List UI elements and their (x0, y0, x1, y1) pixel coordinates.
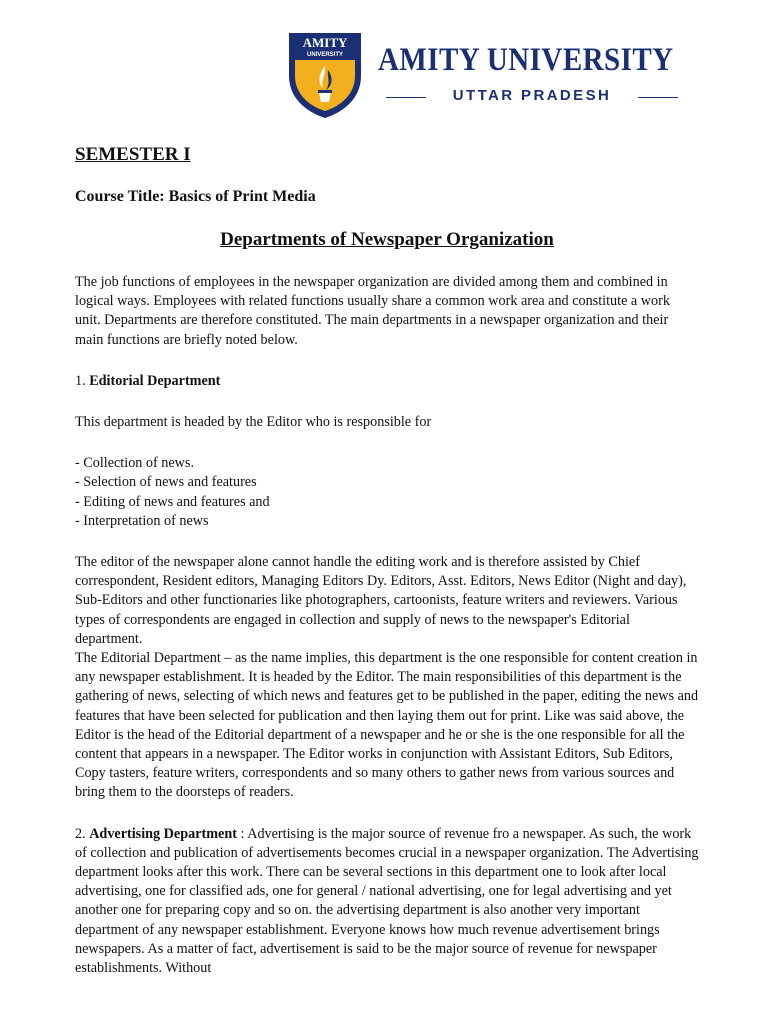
list-item: - Interpretation of news (75, 512, 209, 529)
editorial-section-heading (75, 372, 699, 391)
intro-paragraph: The job functions of employees in the newspaper organization are divided among them and combined in logical ways. Employees with related functions usually share a common work area and constitute a work unit. Departments are therefore constituted. The main departments in a newspaper organization and their main functions are briefly noted below. (75, 274, 670, 348)
list-item: - Selection of news and features (75, 474, 257, 491)
list-item: - Editing of news and features and (75, 493, 270, 510)
course-title: Course Title: Basics of Print Media (75, 188, 316, 205)
logo-text-bottom: UNIVERSITY (306, 52, 344, 58)
editorial-paragraph-1: The editor of the newspaper alone cannot handle the editing work and is therefore assisted by Chief correspondent, Resident editors, Managing Editors Dy. Editors, Asst. Editors, News Editor (Night and day), Sub-Editors and other functionaries like photographers, cartoonists, feature writers and reviewers. Various types of correspondents are engaged in collection and supply of news to the newspaper's Editorial department. (75, 554, 687, 647)
semester-heading: SEMESTER I (75, 144, 191, 165)
university-name: AMITY UNIVERSITY (378, 42, 674, 78)
divider-right (638, 97, 678, 98)
editorial-headed-by: This department is headed by the Editor who is responsible for (75, 414, 432, 431)
document-body (75, 144, 699, 978)
university-location-row (386, 86, 678, 108)
advertising-section (75, 825, 699, 979)
list-item: - Collection of news. (75, 455, 194, 472)
logo-text-top: AMITY (302, 35, 348, 50)
university-header (286, 30, 696, 122)
university-location: UTTAR PRADESH (452, 87, 612, 104)
advertising-text: : Advertising is the major source of revenue fro a newspaper. As such, the work of collection and publication of advertisements becomes crucial in a newspaper organization. The Advertising department looks after this work. There can be several sections in this department one to look after local advertising, one for classified ads, one for general / national advertising, one for legal advertising and yet another one for preparing copy and so on. the advertising department is also another very important department of any newspaper establishment. Everyone knows how much revenue advertisement brings newspapers. As a matter of fact, advertisement is said to be the major source of revenue for newspaper establishments. Without (75, 825, 699, 977)
divider-left (386, 97, 426, 98)
page-title: Departments of Newspaper Organization (220, 229, 554, 250)
section-title: Advertising Department (89, 825, 237, 842)
section-number: 1. (75, 372, 90, 389)
amity-shield-logo-icon (286, 30, 364, 120)
editorial-paragraph-2: The Editorial Department – as the name implies, this department is the one responsible for content creation in any newspaper establishment. It is headed by the Editor. The main responsibilities of this department is the gathering of news, selecting of which news and features get to be published in the paper, editing the news and features that have been selected for publication and then laying them out for print. Like was said above, the Editor is the head of the Editorial department of a newspaper and he or she is the one responsible for all the content that appears in a newspaper. The Editor works in conjunction with Assistant Editors, Sub Editors, Copy tasters, feature writers, correspondents and so many others to gather news from various sources and bring them to the doorsteps of readers. (75, 650, 699, 801)
editorial-responsibilities-list (75, 454, 699, 531)
section-title: Editorial Department (89, 372, 221, 389)
section-number: 2. (75, 825, 90, 842)
